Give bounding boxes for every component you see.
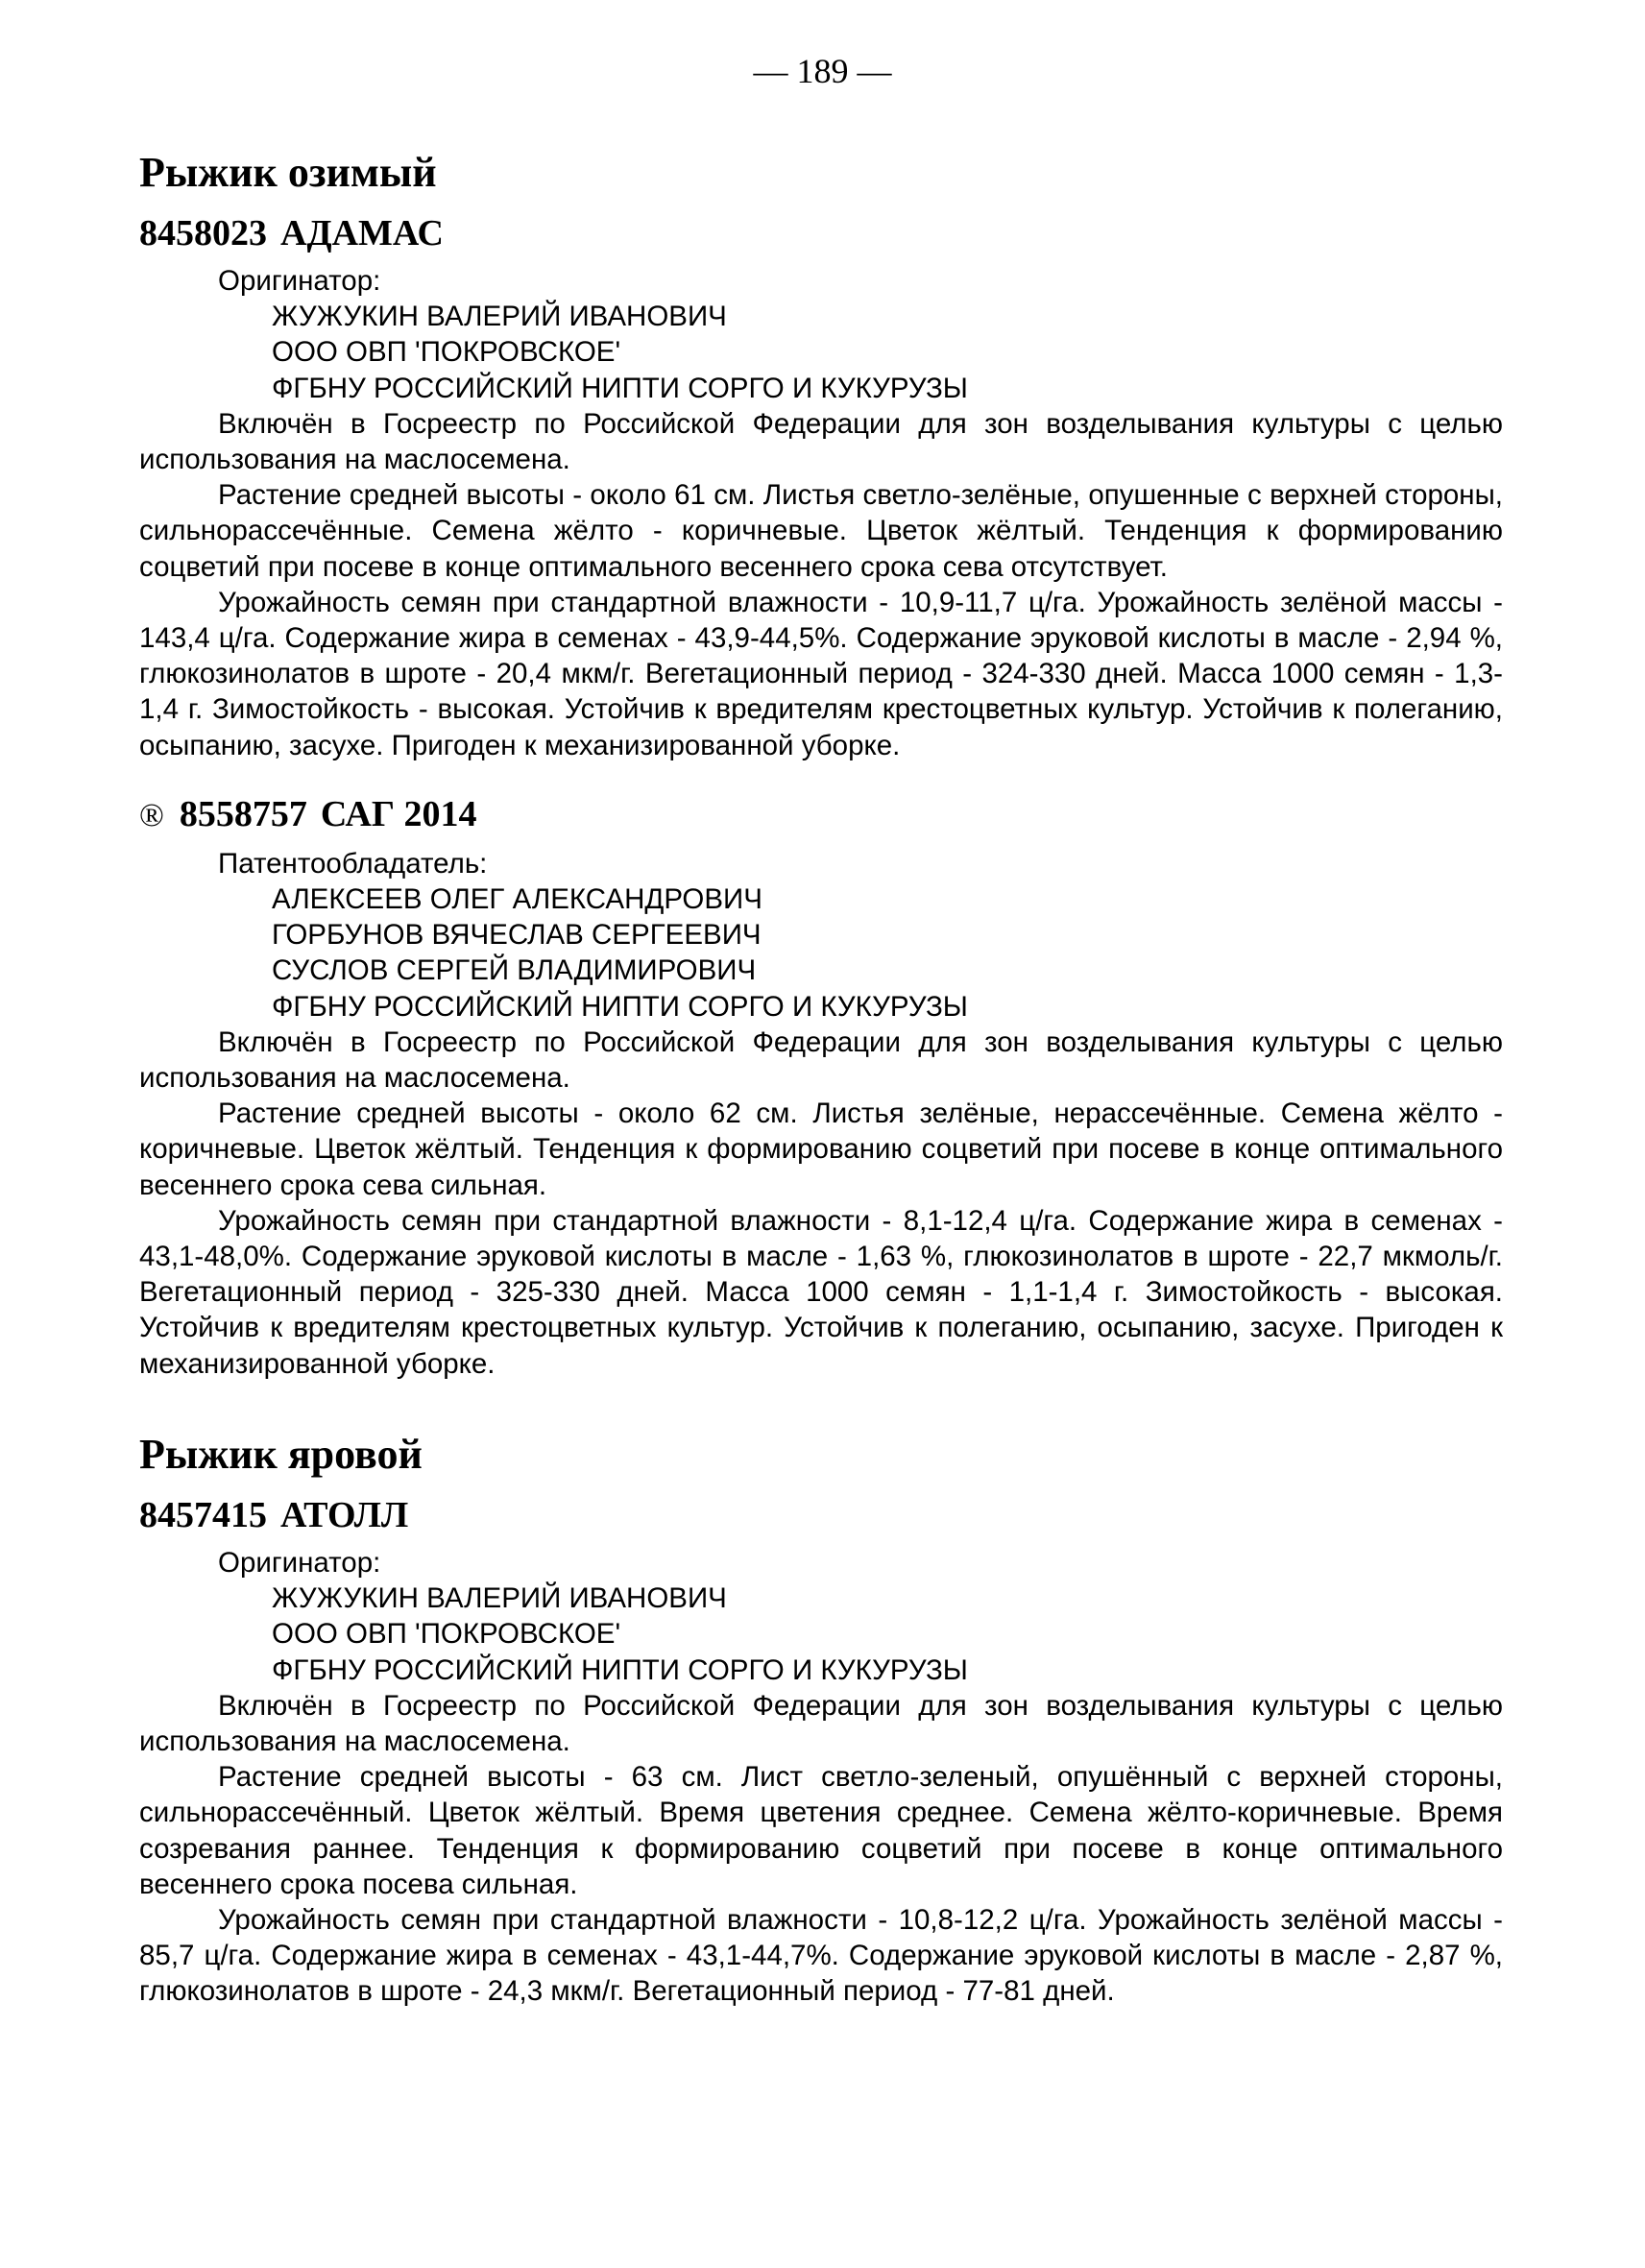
variety-code: 8458023 — [139, 213, 267, 253]
holder-name: АЛЕКСЕЕВ ОЛЕГ АЛЕКСАНДРОВИЧ — [272, 883, 762, 916]
crop-section — [139, 146, 1503, 1382]
holder-name: ФГБНУ РОССИЙСКИЙ НИПТИ СОРГО И КУКУРУЗЫ — [272, 990, 968, 1023]
holder-name: ООО ОВП 'ПОКРОВСКОЕ' — [272, 1618, 621, 1651]
registered-icon: ® — [139, 797, 164, 833]
holder-name: ЖУЖУКИН ВАЛЕРИЙ ИВАНОВИЧ — [272, 1582, 727, 1615]
description-paragraph: Включён в Госреестр по Российской Федерации для зон возделывания культуры с целью использования на маслосемена. — [139, 1025, 1503, 1095]
holder-role: Патентообладатель: — [218, 847, 488, 880]
variety-code: 8558757 — [179, 793, 307, 834]
variety-heading — [139, 1491, 1503, 1539]
variety-name: АДАМАС — [280, 213, 444, 253]
crop-heading: Рыжик яровой — [139, 1430, 423, 1478]
holder-name: ФГБНУ РОССИЙСКИЙ НИПТИ СОРГО И КУКУРУЗЫ — [272, 372, 968, 404]
description-paragraph: Урожайность семян при стандартной влажности - 10,8-12,2 ц/га. Урожайность зелёной массы - 85,7 ц/га. Содержание жира в семенах - 43,1-44,7%. Содержание эруковой кислоты в масле - 2,87 %, глюкозинолатов в шроте - 24,3 мкм/г. Вегетационный период - 77-81 дней. — [139, 1903, 1503, 2008]
holder-name: ФГБНУ РОССИЙСКИЙ НИПТИ СОРГО И КУКУРУЗЫ — [272, 1653, 968, 1686]
variety-entry — [139, 790, 1503, 1382]
variety-entry — [139, 1491, 1503, 2010]
holder-name: ЖУЖУКИН ВАЛЕРИЙ ИВАНОВИЧ — [272, 301, 727, 333]
holder-role: Оригинатор: — [218, 265, 381, 297]
crop-heading: Рыжик озимый — [139, 149, 437, 196]
variety-heading — [139, 209, 1503, 257]
description-paragraph: Растение средней высоты - около 62 см. Листья зелёные, нерассечённые. Семена жёлто - коричневые. Цветок жёлтый. Тенденция к формированию соцветий при посеве в конце оптимального весеннего срока сева сильная. — [139, 1098, 1503, 1201]
description-paragraph: Включён в Госреестр по Российской Федерации для зон возделывания культуры с целью использования на маслосемена. — [139, 407, 1503, 476]
page-content — [139, 146, 1503, 2037]
variety-name: АТОЛЛ — [280, 1494, 409, 1535]
variety-heading — [139, 790, 1503, 840]
holder-role: Оригинатор: — [218, 1546, 381, 1579]
description-paragraph: Растение средней высоты - 63 см. Лист светло-зеленый, опушённый с верхней стороны, сильнорассечённый. Цветок жёлтый. Время цветения среднее. Семена жёлто-коричневые. Время созревания раннее. Тенденция к формированию соцветий при посеве в конце оптимального весеннего срока посева сильная. — [139, 1761, 1503, 1900]
variety-name: САГ 2014 — [320, 793, 477, 834]
description-paragraph: Урожайность семян при стандартной влажности - 8,1-12,4 ц/га. Содержание жира в семенах - 43,1-48,0%. Содержание эруковой кислоты в масле - 1,63 %, глюкозинолатов в шроте - 22,7 мкмоль/г. Вегетационный период - 325-330 дней. Масса 1000 семян - 1,1-1,4 г. Зимостойкость - высокая. Устойчив к вредителям крестоцветных культур. Устойчив к полеганию, осыпанию, засухе. Пригоден к механизированной уборке. — [139, 1204, 1503, 1380]
crop-section — [139, 1428, 1503, 2010]
holder-name: СУСЛОВ СЕРГЕЙ ВЛАДИМИРОВИЧ — [272, 954, 757, 987]
variety-entry — [139, 209, 1503, 763]
page-number: — 189 — — [753, 52, 892, 90]
holder-name: ООО ОВП 'ПОКРОВСКОЕ' — [272, 336, 621, 369]
variety-code: 8457415 — [139, 1494, 267, 1535]
description-paragraph: Растение средней высоты - около 61 см. Листья светло-зелёные, опушенные с верхней стороны, сильнорассечённые. Семена жёлто - коричневые. Цветок жёлтый. Тенденция к формированию соцветий при посеве в конце оптимального весеннего срока сева отсутствует. — [139, 479, 1503, 583]
holder-name: ГОРБУНОВ ВЯЧЕСЛАВ СЕРГЕЕВИЧ — [272, 919, 762, 952]
description-paragraph: Включён в Госреестр по Российской Федерации для зон возделывания культуры с целью использования на маслосемена. — [139, 1689, 1503, 1757]
description-paragraph: Урожайность семян при стандартной влажности - 10,9-11,7 ц/га. Урожайность зелёной массы - 143,4 ц/га. Содержание жира в семенах - 43,9-44,5%. Содержание эруковой кислоты в масле - 2,94 %, глюкозинолатов в шроте - 20,4 мкм/г. Вегетационный период - 324-330 дней. Масса 1000 семян - 1,3-1,4 г. Зимостойкость - высокая. Устойчив к вредителям крестоцветных культур. Устойчив к полеганию, осыпанию, засухе. Пригоден к механизированной уборке. — [139, 586, 1503, 761]
